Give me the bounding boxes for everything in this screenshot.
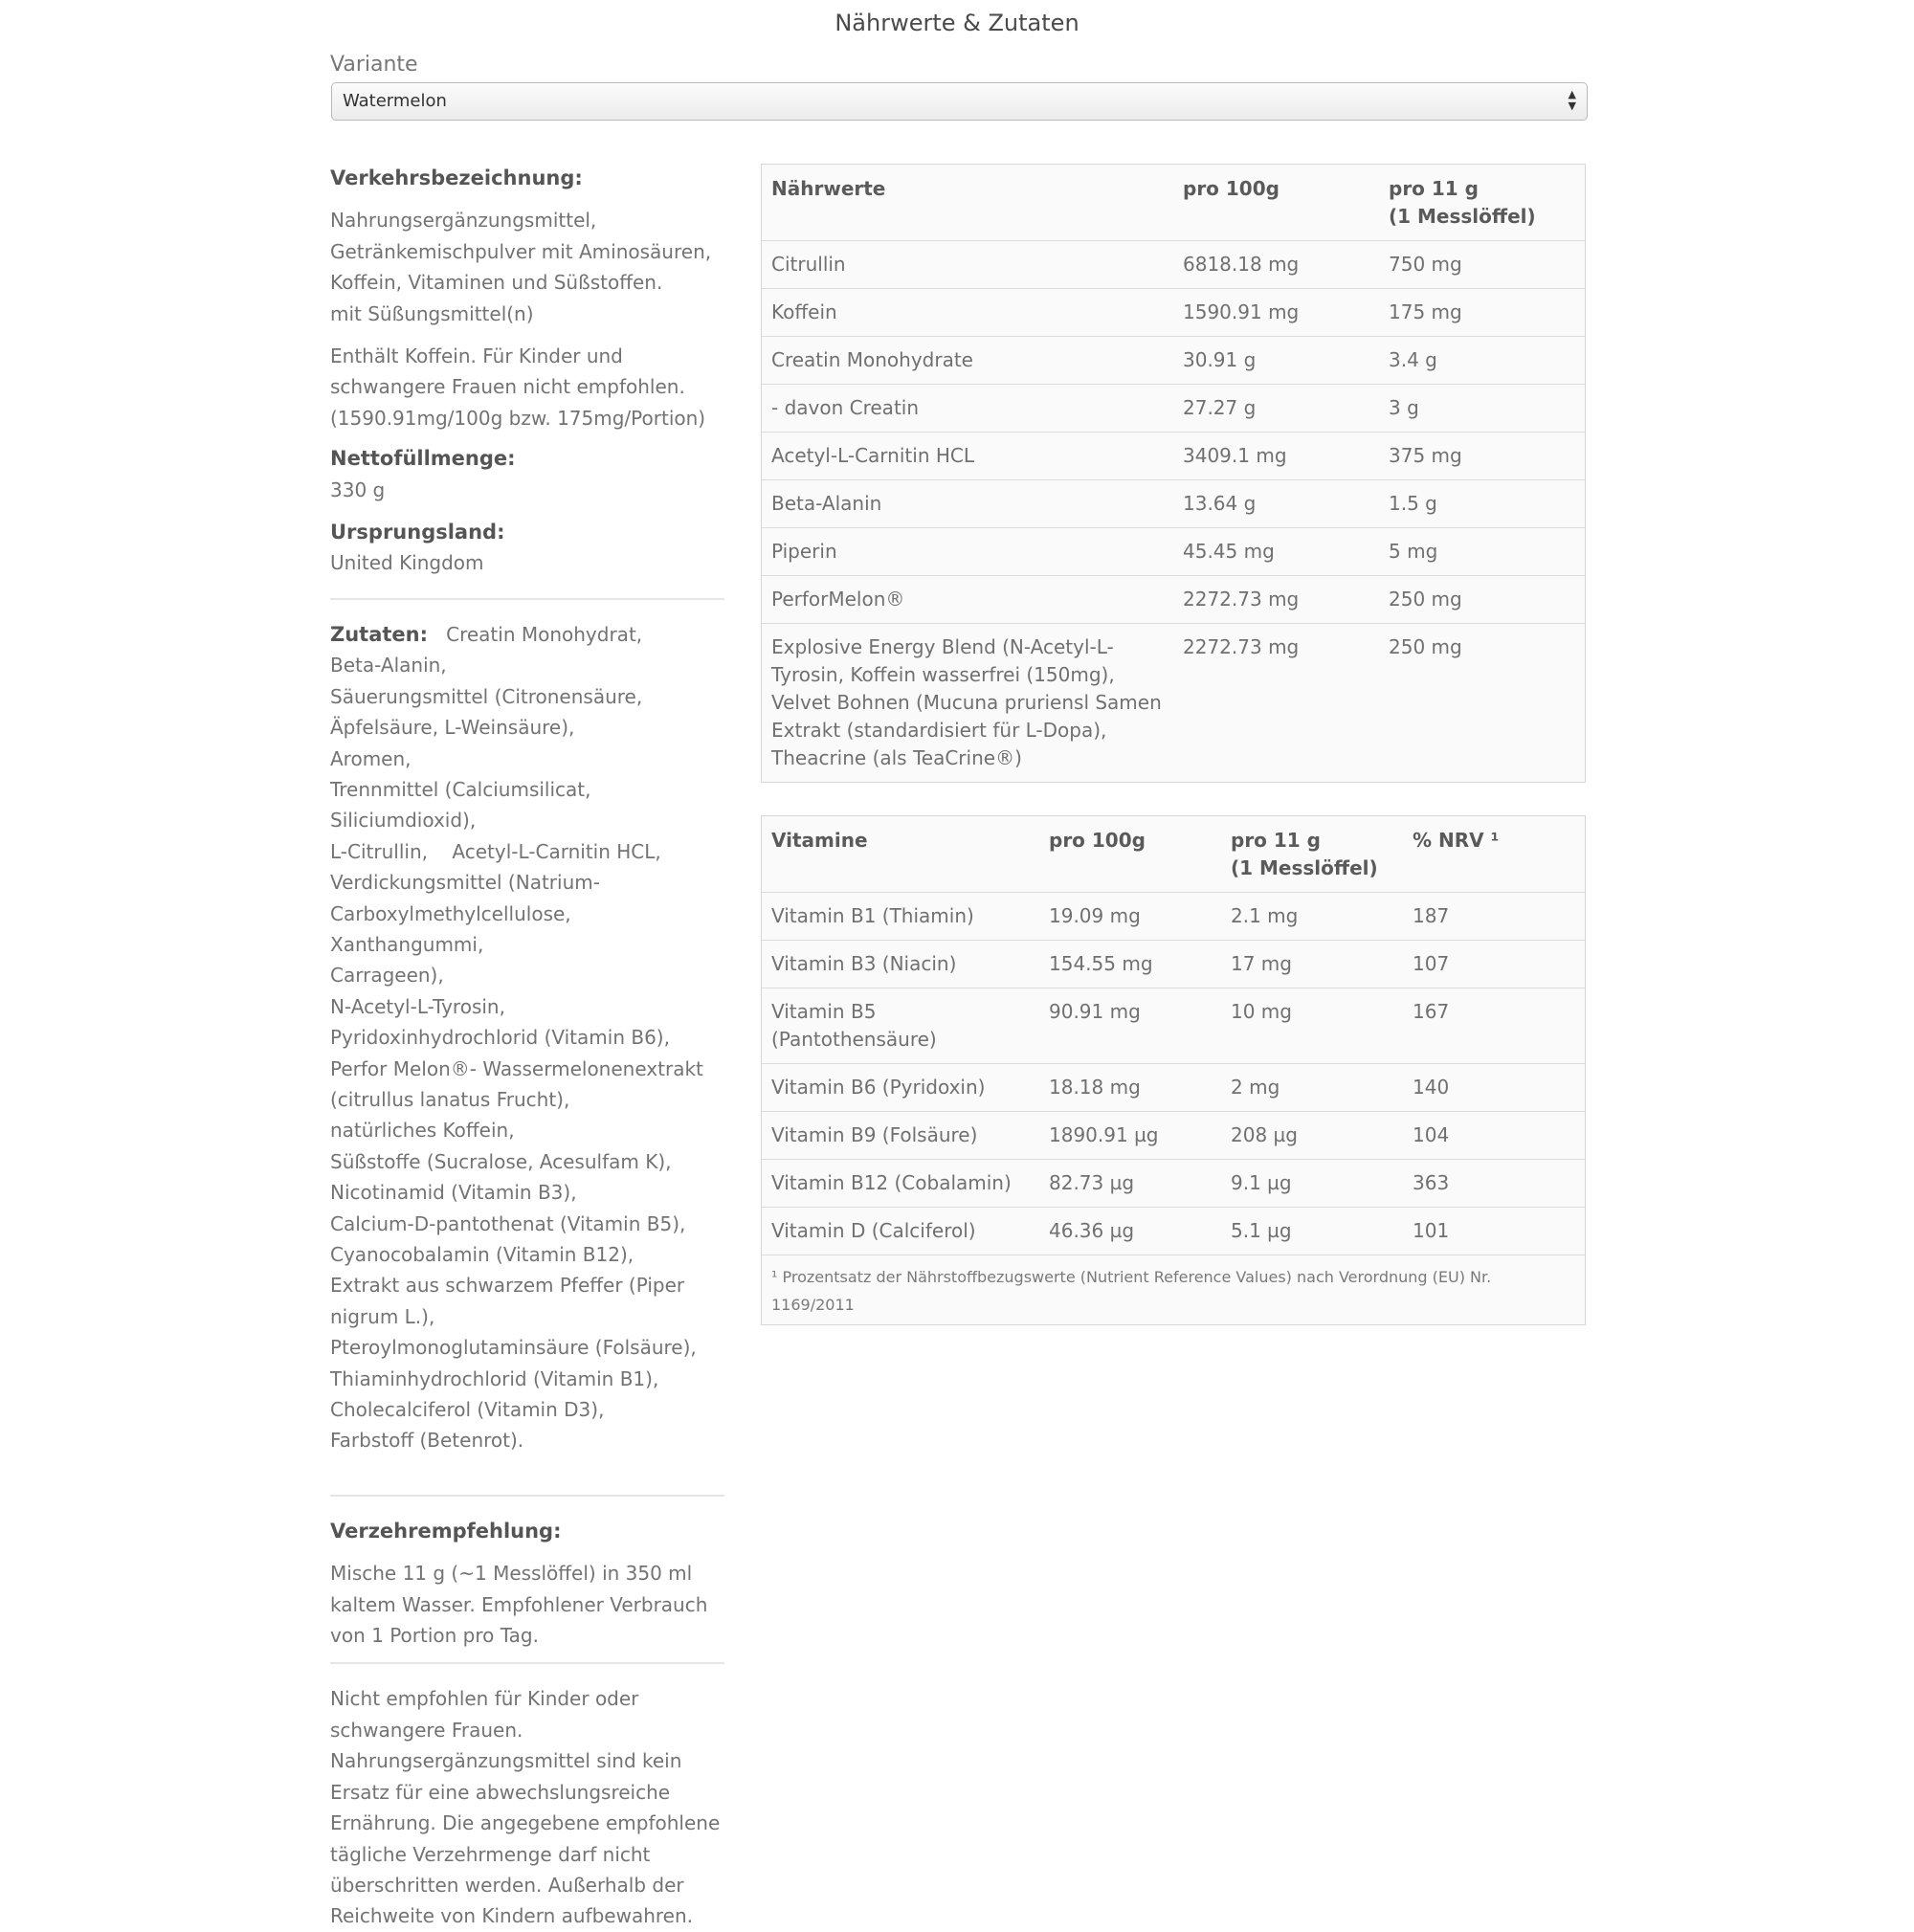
variant-selected-value: Watermelon — [343, 91, 447, 111]
ingredient-line: Cyanocobalamin (Vitamin B12), — [330, 1243, 634, 1266]
table-cell: Vitamin B12 (Cobalamin) — [762, 1160, 1039, 1208]
table-cell: 3409.1 mg — [1173, 433, 1379, 480]
table-cell: 167 — [1403, 988, 1585, 1064]
table-row — [762, 988, 1585, 1064]
table-cell: 10 mg — [1221, 988, 1403, 1064]
text-line: (1590.91mg/100g bzw. 175mg/Portion) — [330, 406, 706, 430]
table-row — [762, 624, 1585, 783]
column-header — [1379, 165, 1585, 241]
table-cell: 46.36 µg — [1039, 1208, 1221, 1255]
text-line: Getränkemischpulver mit Aminosäuren, — [330, 239, 712, 263]
table-cell: Citrullin — [762, 241, 1173, 289]
table-cell: 187 — [1403, 893, 1585, 941]
table-cell: Acetyl-L-Carnitin HCL — [762, 433, 1173, 480]
table-row — [762, 480, 1585, 528]
verzehr-heading: Verzehrempfehlung: — [330, 1519, 562, 1543]
table-row — [762, 1064, 1585, 1112]
ingredient-line: L-Citrullin, Acetyl-L-Carnitin HCL, — [330, 839, 661, 863]
naehrwerte-table — [761, 164, 1586, 783]
vitamine-table — [761, 815, 1586, 1325]
table-cell: 154.55 mg — [1039, 941, 1221, 988]
ingredient-line: Carrageen), — [330, 964, 444, 988]
text-line: Ersatz für eine abwechslungsreiche — [330, 1780, 671, 1804]
ingredient-line: Perfor Melon®- Wassermelonenextrakt — [330, 1056, 703, 1080]
table-row — [762, 1160, 1585, 1208]
zutaten-heading: Zutaten: — [330, 622, 429, 646]
ingredients-list — [330, 619, 727, 1456]
ingredient-line: Extrakt aus schwarzem Pfeffer (Piper — [330, 1274, 685, 1298]
table-cell: 750 mg — [1379, 241, 1585, 289]
table-cell: 90.91 mg — [1039, 988, 1221, 1064]
divider — [330, 1662, 724, 1664]
table-cell: Piperin — [762, 528, 1173, 576]
table-cell: Explosive Energy Blend (N-Acetyl-L-Tyrosin, Koffein wasserfrei (150mg), Velvet Bohnen (Mucuna pruriensl Samen Extrakt (standardisiert für L-Dopa), Theacrine (als TeaCrine®) — [771, 635, 1162, 769]
table-cell: 3 g — [1379, 385, 1585, 433]
table-cell: 107 — [1403, 941, 1585, 988]
table-cell: Creatin Monohydrate — [762, 337, 1173, 385]
column-header: pro 100g — [1173, 165, 1379, 241]
table-row — [762, 385, 1585, 433]
ingredient-line: Säuerungsmittel (Citronensäure, — [330, 684, 643, 708]
table-row — [762, 1112, 1585, 1160]
nrv-footnote: ¹ Prozentsatz der Nährstoffbezugswerte (Nutrient Reference Values) nach Verordnung (EU) Nr. 1169/2011 — [771, 1268, 1492, 1314]
table-row — [762, 941, 1585, 988]
table-cell: Koffein — [762, 289, 1173, 337]
table-row — [762, 337, 1585, 385]
divider — [330, 1495, 724, 1497]
table-cell: 19.09 mg — [1039, 893, 1221, 941]
table-cell: 6818.18 mg — [1173, 241, 1379, 289]
column-header-line: pro 11 g — [1389, 177, 1479, 200]
text-line: schwangere Frauen. — [330, 1718, 523, 1742]
hinweis-text — [330, 1683, 727, 1931]
table-cell: 375 mg — [1379, 433, 1585, 480]
table-cell: 2.1 mg — [1221, 893, 1403, 941]
column-header-line: pro 11 g — [1231, 829, 1321, 852]
table-header-row — [762, 165, 1585, 241]
table-row — [762, 576, 1585, 624]
product-info — [330, 163, 727, 1932]
caffeine-warning — [330, 341, 727, 433]
text-line: Nahrungsergänzungsmittel sind kein — [330, 1749, 682, 1773]
table-row — [762, 241, 1585, 289]
text-line: Ernährung. Die angegebene empfohlene — [330, 1811, 721, 1835]
ingredient-line: Pteroylmonoglutaminsäure (Folsäure), — [330, 1336, 697, 1360]
table-cell: 1890.91 µg — [1039, 1112, 1221, 1160]
table-cell: 250 mg — [1379, 576, 1585, 624]
ingredient-line: (citrullus lanatus Frucht), — [330, 1087, 570, 1111]
text-line: Nahrungsergänzungsmittel, — [330, 209, 597, 233]
table-header-row — [762, 816, 1585, 893]
ingredient-line: Aromen, — [330, 746, 412, 770]
select-arrows-icon: ▲ ▼ — [1568, 88, 1576, 112]
ingredient-line: Thiaminhydrochlorid (Vitamin B1), — [330, 1366, 659, 1390]
column-header: Nährwerte — [762, 165, 1173, 241]
ingredient-line: Verdickungsmittel (Natrium- — [330, 871, 600, 895]
netto-value: 330 g — [330, 477, 386, 501]
ingredient-line: Süßstoffe (Sucralose, Acesulfam K), — [330, 1149, 672, 1173]
table-cell: Vitamin D (Calciferol) — [762, 1208, 1039, 1255]
table-cell: 3.4 g — [1379, 337, 1585, 385]
column-header — [1221, 816, 1403, 893]
verkehrsbezeichnung-heading: Verkehrsbezeichnung: — [330, 167, 583, 189]
table-cell: 5.1 µg — [1221, 1208, 1403, 1255]
column-header: Vitamine — [762, 816, 1039, 893]
text-line: Koffein, Vitaminen und Süßstoffen. — [330, 271, 663, 295]
text-line: Mische 11 g (~1 Messlöffel) in 350 ml — [330, 1562, 693, 1586]
ingredient-line: Creatin Monohydrat, — [446, 622, 643, 646]
variant-select[interactable] — [331, 82, 1588, 121]
text-line: Enthält Koffein. Für Kinder und — [330, 344, 623, 368]
table-cell: 45.45 mg — [1173, 528, 1379, 576]
table-cell: 5 mg — [1379, 528, 1585, 576]
table-cell: 30.91 g — [1173, 337, 1379, 385]
column-header-line: (1 Messlöffel) — [1389, 205, 1536, 228]
table-cell: Vitamin B6 (Pyridoxin) — [762, 1064, 1039, 1112]
ingredient-line: Cholecalciferol (Vitamin D3), — [330, 1398, 605, 1422]
table-cell: 2272.73 mg — [1183, 635, 1300, 658]
table-cell: Vitamin B9 (Folsäure) — [762, 1112, 1039, 1160]
table-cell: Vitamin B3 (Niacin) — [762, 941, 1039, 988]
table-cell: PerforMelon® — [762, 576, 1173, 624]
table-cell: 140 — [1403, 1064, 1585, 1112]
table-cell: 13.64 g — [1173, 480, 1379, 528]
table-cell: 101 — [1403, 1208, 1585, 1255]
variant-label: Variante — [330, 53, 418, 77]
page-title: Nährwerte & Zutaten — [835, 10, 1079, 36]
table-cell: 27.27 g — [1173, 385, 1379, 433]
text-line: mit Süßungsmittel(n) — [330, 301, 534, 325]
table-cell: 2272.73 mg — [1173, 576, 1379, 624]
table-row — [762, 893, 1585, 941]
table-cell: 250 mg — [1389, 635, 1462, 658]
table-row — [762, 433, 1585, 480]
origin-value: United Kingdom — [330, 551, 484, 575]
ingredient-line: natürliches Koffein, — [330, 1119, 515, 1143]
netto-heading: Nettofüllmenge: — [330, 447, 516, 471]
column-header: pro 100g — [1039, 816, 1221, 893]
table-cell: 17 mg — [1221, 941, 1403, 988]
ingredient-line: Äpfelsäure, L-Weinsäure), — [330, 716, 575, 740]
table-row — [762, 528, 1585, 576]
text-line: von 1 Portion pro Tag. — [330, 1624, 539, 1648]
ingredient-line: Siliciumdioxid), — [330, 809, 477, 833]
table-cell: Vitamin B1 (Thiamin) — [762, 893, 1039, 941]
table-cell: 18.18 mg — [1039, 1064, 1221, 1112]
column-header-line: (1 Messlöffel) — [1231, 856, 1378, 879]
table-cell: - davon Creatin — [762, 385, 1173, 433]
table-cell: 104 — [1403, 1112, 1585, 1160]
text-line: schwangere Frauen nicht empfohlen. — [330, 375, 685, 399]
table-cell: 363 — [1403, 1160, 1585, 1208]
table-cell: 208 µg — [1221, 1112, 1403, 1160]
table-footnote-row — [762, 1255, 1585, 1325]
table-row — [762, 1208, 1585, 1255]
table-cell: 1590.91 mg — [1173, 289, 1379, 337]
table-cell: 1.5 g — [1379, 480, 1585, 528]
ingredient-line: Farbstoff (Betenrot). — [330, 1429, 524, 1453]
ingredient-line: Calcium-D-pantothenat (Vitamin B5), — [330, 1211, 686, 1235]
ingredient-line: Carboxylmethylcellulose, Xanthangummi, — [330, 901, 571, 956]
column-header: % NRV ¹ — [1403, 816, 1585, 893]
ingredient-line: nigrum L.), — [330, 1304, 435, 1328]
ingredient-line: Pyridoxinhydrochlorid (Vitamin B6), — [330, 1026, 670, 1050]
ingredient-line: Trennmittel (Calciumsilicat, — [330, 777, 591, 801]
table-cell: 82.73 µg — [1039, 1160, 1221, 1208]
table-row — [762, 289, 1585, 337]
table-cell: 175 mg — [1379, 289, 1585, 337]
ingredient-line: N-Acetyl-L-Tyrosin, — [330, 994, 505, 1018]
table-cell: 9.1 µg — [1221, 1160, 1403, 1208]
text-line: tägliche Verzehrmenge darf nicht — [330, 1842, 651, 1866]
text-line: Reichweite von Kindern aufbewahren. — [330, 1904, 693, 1928]
ingredient-line: Nicotinamid (Vitamin B3), — [330, 1181, 577, 1205]
text-line: überschritten werden. Außerhalb der — [330, 1873, 684, 1897]
origin-heading: Ursprungsland: — [330, 521, 505, 544]
table-cell: Vitamin B5 (Pantothensäure) — [762, 988, 1039, 1064]
ingredient-line: Beta-Alanin, — [330, 654, 447, 677]
table-cell: 2 mg — [1221, 1064, 1403, 1112]
text-line: Nicht empfohlen für Kinder oder — [330, 1687, 639, 1711]
table-cell: Beta-Alanin — [762, 480, 1173, 528]
verkehrsbezeichnung-text — [330, 205, 727, 329]
verzehr-text — [330, 1558, 727, 1651]
divider — [330, 598, 724, 600]
text-line: kaltem Wasser. Empfohlener Verbrauch — [330, 1592, 708, 1616]
